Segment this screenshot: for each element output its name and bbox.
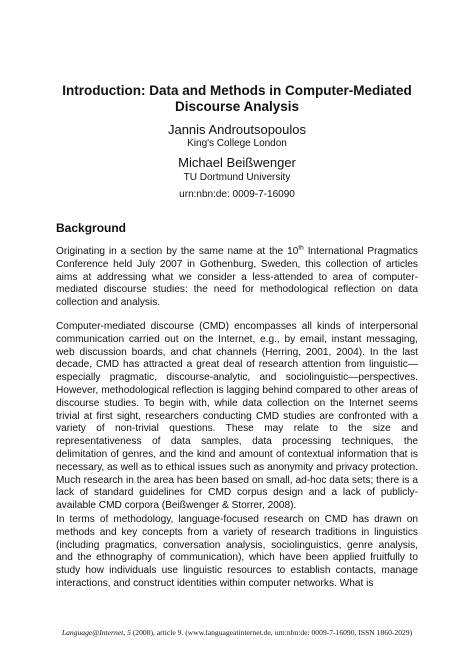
section-heading: Background bbox=[56, 221, 127, 235]
paper-title bbox=[56, 83, 418, 115]
title-line-2: Discourse Analysis bbox=[174, 99, 300, 114]
paragraph-2: Computer-mediated discourse (CMD) encompasses all kinds of interpersonal communication carried out on the Internet, e.g., by email, instant messaging, web discussion boards, and chat channels (Herring, 2001, 2004). In the last decade, CMD has attracted a great deal of research attention from linguistic—especially pragmatic, discourse-analytic, and sociolinguistic—perspectives. However, methodological reflection is lagging behind compared to other areas of discourse studies. To begin with, while data collection on the Internet seems trivial at first sight, researchers conducting CMD studies are confronted with a variety of non-trivial questions. These may relate to the size and representativeness of data samples, data processing techniques, the delimitation of genres, and the kind and amount of contextual information that is necessary, as well as to ethical issues such as anonymity and privacy protection. Much research in the area has been based on small, ad-hoc data sets; there is a lack of standard guidelines for CMD corpus design and a lack of publicly-available CMD corpora (Beißwenger & Storrer, 2008). bbox=[56, 321, 418, 512]
urn-identifier: urn:nbn:de: 0009-7-16090 bbox=[179, 189, 295, 200]
footer-journal: Language@Internet bbox=[61, 628, 124, 637]
page-footer: Language@Internet, 5 (2008), article 9. (www.languageatinternet.de, urn:nbn:de: 0009-7-16090, ISSN 1860-2029) bbox=[61, 628, 413, 637]
footer-volume: 5 bbox=[127, 628, 131, 637]
paper-page bbox=[56, 0, 418, 670]
author-2-affiliation: TU Dortmund University bbox=[183, 172, 291, 183]
author-1-affiliation: King's College London bbox=[187, 138, 287, 149]
author-1-name: Jannis Androutsopoulos bbox=[167, 122, 307, 137]
paragraph-1 bbox=[56, 246, 418, 310]
author-2-name: Michael Beißwenger bbox=[178, 155, 296, 170]
title-line-1: Introduction: Data and Methods in Computer-Mediated bbox=[62, 83, 412, 98]
paragraph-1-rest: International Pragmatics Conference held July 2007 in Gothenburg, Sweden, this collection of articles aims at addressing what we consider a less-attended to area of computer-mediated discourse studies: the need for methodological reflection on data collection and analysis. bbox=[56, 246, 418, 309]
ordinal-suffix: th bbox=[298, 244, 304, 252]
paragraph-1-start: Originating in a section by the same name at the 10 bbox=[56, 246, 299, 257]
footer-details: (2008), article 9. (www.languageatinternet.de, urn:nbn:de: 0009-7-16090, ISSN 1860-2029) bbox=[130, 628, 413, 637]
paragraph-3: In terms of methodology, language-focused research on CMD has drawn on methods and key concepts from a variety of research traditions in linguistics (including pragmatics, conversation analysis, sociolinguistics, genre analysis, and the ethnography of communication), which have been applied fruitfully to study how individuals use linguistic resources to establish contacts, manage interactions, and construct identities within computer networks. What is bbox=[56, 514, 418, 589]
